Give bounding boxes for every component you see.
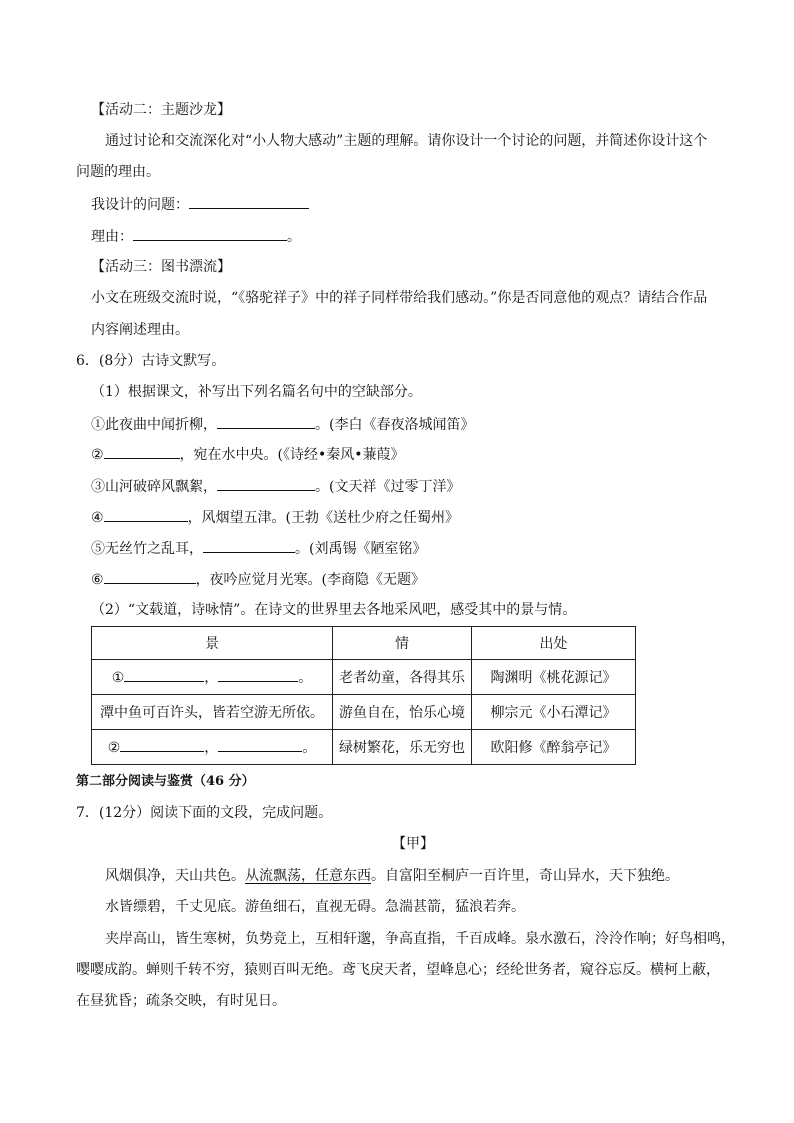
activity2-desc-line1: 通过讨论和交流深化对“小人物大感动”主题的理解。请你设计一个讨论的问题，并简述你设计这个 (105, 133, 708, 149)
q6-item-1-post: 。(李白《春夜洛城闻笛》 (315, 417, 475, 433)
activity2-desc-line2: 问题的理由。 (76, 164, 160, 180)
scene-cell: 潭中鱼可百许头，皆若空游无所依。 (92, 695, 333, 730)
question-line (91, 194, 309, 215)
passage-p3-line2: 嘤嘤成韵。蝉则千转不穷，猿则百叫无绝。鸢飞戾天者，望峰息心；经纶世务者，窥谷忘反。横柯上蔽， (76, 962, 720, 978)
q6-item-1-pre: ①此夜曲中闻折柳， (91, 417, 217, 433)
table-header-row (92, 627, 636, 660)
q6-item-3-post: 。(文天祥《过零丁洋》 (315, 479, 461, 495)
scene-end: 。 (302, 740, 317, 756)
q6-item-4-pre: ④ (91, 510, 104, 526)
p1-underlined: 从流飘荡，任意东西 (245, 868, 371, 884)
table-row (92, 730, 636, 765)
scene-blank-b[interactable] (218, 737, 302, 752)
q6-item-4 (91, 507, 459, 528)
q6-item-6-pre: ⑥ (91, 572, 104, 588)
passage-p3-line1: 夹岸高山，皆生寒树，负势竞上，互相轩邈，争高直指，千百成峰。泉水激石，泠泠作响；好鸟相鸣， (105, 931, 735, 947)
p1-a: 风烟俱净，天山共色。 (105, 868, 245, 884)
q6-item-1-blank[interactable] (217, 414, 315, 429)
part2-heading: 第二部分阅读与鉴赏（46 分） (76, 774, 255, 789)
emotion-cell: 游鱼自在，怡乐心境 (333, 695, 472, 730)
q7-title: 7．(12分）阅读下面的文段，完成问题。 (76, 805, 333, 821)
q6-item-5-pre: ⑤无丝竹之乱耳， (91, 541, 203, 557)
table-row (92, 660, 636, 695)
table-row (92, 695, 636, 730)
q6-item-3-blank[interactable] (217, 476, 315, 491)
q6-item-3-pre: ③山河破碎风飘絮， (91, 479, 217, 495)
q6-sub1: （1）根据课文，补写出下列名篇名句中的空缺部分。 (91, 384, 422, 400)
reason-label: 理由： (91, 229, 133, 245)
passage-p3-line3: 在昼犹昏；疏条交映，有时见日。 (76, 993, 286, 1009)
q6-item-2 (91, 444, 405, 465)
q6-item-5-post: 。(刘禹锡《陋室铭》 (295, 541, 427, 557)
scene-end: 。 (298, 670, 313, 686)
reason-line (91, 226, 301, 247)
q6-item-3 (91, 476, 460, 497)
q6-title: 6．(8分）古诗文默写。 (76, 353, 226, 369)
activity3-desc-line2: 内容阐述理由。 (91, 322, 189, 338)
q6-item-1 (91, 414, 474, 435)
q6-item-5 (91, 538, 426, 559)
scene-cell (92, 730, 333, 765)
scene-blank-b[interactable] (218, 667, 298, 682)
header-source: 出处 (472, 627, 636, 660)
q6-item-4-blank[interactable] (104, 507, 188, 522)
q6-item-2-blank[interactable] (104, 444, 180, 459)
question-blank[interactable] (189, 194, 309, 209)
q6-sub2: （2）“文载道，诗咏情”。在诗文的世界里去各地采风吧，感受其中的景与情。 (91, 602, 577, 618)
emotion-cell: 老者幼童，各得其乐 (333, 660, 472, 695)
q6-item-2-pre: ② (91, 447, 104, 463)
activity3-heading: 【活动三：图书漂流】 (91, 259, 231, 275)
scene-num: ② (107, 740, 121, 756)
activity2-heading: 【活动二：主题沙龙】 (91, 102, 231, 118)
activity3-desc-line1: 小文在班级交流时说，“《骆驼祥子》中的祥子同样带给我们感动。”你是否同意他的观点？请结合作品 (91, 290, 708, 306)
scene-blank-a[interactable] (120, 737, 204, 752)
scene-num: ① (111, 670, 125, 686)
q6-item-5-blank[interactable] (203, 538, 295, 553)
passage-p1 (105, 866, 679, 886)
reason-end: 。 (287, 229, 301, 245)
q6-item-6 (91, 569, 425, 590)
scene-emotion-table (91, 626, 636, 765)
scene-cell (92, 660, 333, 695)
p1-b: 。自富阳至桐庐一百许里，奇山异水，天下独绝。 (371, 868, 679, 884)
question-label: 我设计的问题： (91, 197, 189, 213)
q6-item-4-post: ，风烟望五津。(王勃《送杜少府之任蜀州》 (187, 510, 460, 526)
source-cell: 陶渊明《桃花源记》 (472, 660, 636, 695)
q6-item-6-post: ，夜吟应觉月光寒。(李商隐《无题》 (195, 572, 426, 588)
source-cell: 欧阳修《醉翁亭记》 (472, 730, 636, 765)
scene-blank-a[interactable] (124, 667, 204, 682)
scene-sep: ， (204, 670, 219, 686)
emotion-cell: 绿树繁花，乐无穷也 (333, 730, 472, 765)
q6-item-6-blank[interactable] (104, 569, 196, 584)
reason-blank[interactable] (133, 226, 287, 241)
source-cell: 柳宗元《小石潭记》 (472, 695, 636, 730)
q6-item-2-post: ，宛在水中央。(《诗经•秦风•蒹葭》 (179, 447, 405, 463)
passage-p2: 水皆缥碧，千丈见底。游鱼细石，直视无碍。急湍甚箭，猛浪若奔。 (105, 899, 525, 915)
passage-label: 【甲】 (392, 836, 434, 852)
header-scene: 景 (92, 627, 333, 660)
scene-sep: ， (204, 740, 219, 756)
header-emotion: 情 (333, 627, 472, 660)
